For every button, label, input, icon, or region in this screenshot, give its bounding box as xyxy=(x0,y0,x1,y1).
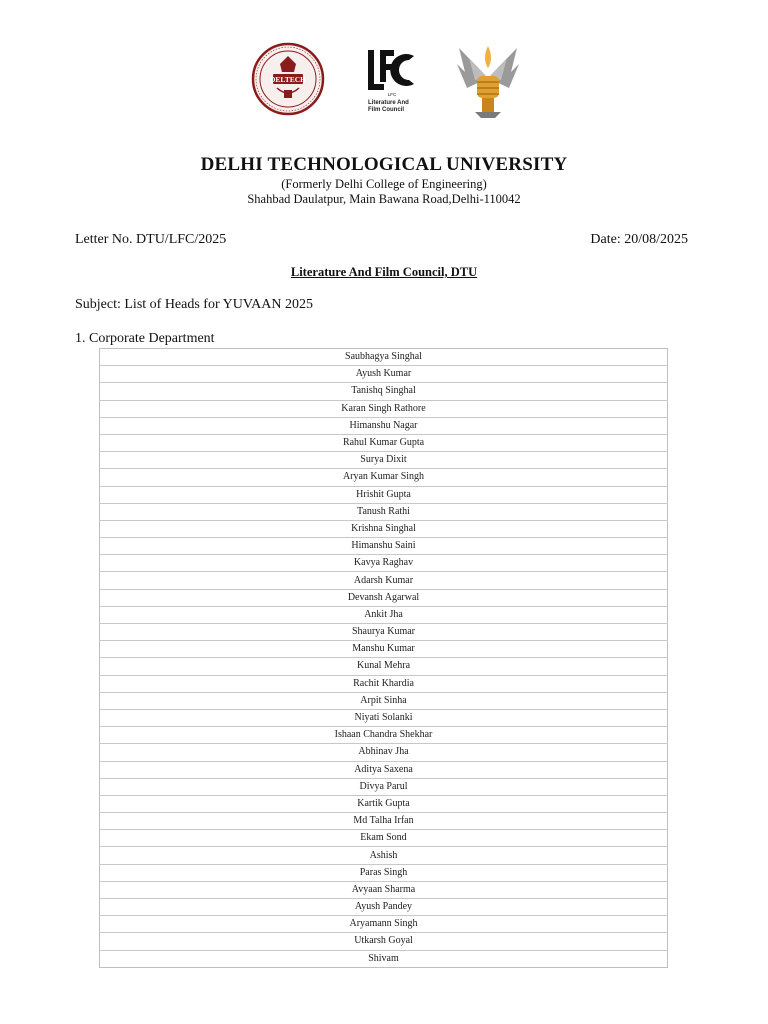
table-row xyxy=(100,778,668,795)
head-name-cell: Ayush Kumar xyxy=(100,366,668,383)
table-row xyxy=(100,709,668,726)
raised-fist-wings-icon xyxy=(455,42,521,118)
table-row xyxy=(100,933,668,950)
head-name-cell: Tanishq Singhal xyxy=(100,383,668,400)
head-name-cell: Abhinav Jha xyxy=(100,744,668,761)
head-name-cell: Niyati Solanki xyxy=(100,709,668,726)
table-row xyxy=(100,813,668,830)
table-row xyxy=(100,589,668,606)
logo-strip xyxy=(0,42,768,120)
head-name-cell: Ashish xyxy=(100,847,668,864)
head-name-cell: Devansh Agarwal xyxy=(100,589,668,606)
head-name-cell: Hrishit Gupta xyxy=(100,486,668,503)
head-name-cell: Saubhagya Singhal xyxy=(345,351,422,363)
head-name-cell: Karan Singh Rathore xyxy=(100,400,668,417)
lfc-year-text: LFC xyxy=(387,92,397,97)
table-row xyxy=(100,366,668,383)
head-name-cell: Rahul Kumar Gupta xyxy=(100,434,668,451)
table-row xyxy=(100,469,668,486)
table-row xyxy=(100,727,668,744)
council-title: Literature And Film Council, DTU xyxy=(290,265,478,279)
table-row xyxy=(100,434,668,451)
table-row xyxy=(100,899,668,916)
letter-date: Date: 20/08/2025 xyxy=(590,232,688,247)
lfc-caption-line1: Literature And xyxy=(368,100,409,106)
table-row xyxy=(100,881,668,898)
head-name-cell: Ankit Jha xyxy=(100,606,668,623)
table-row xyxy=(100,572,668,589)
table-row xyxy=(100,675,668,692)
table-row xyxy=(100,606,668,623)
table-row xyxy=(100,349,668,366)
table-row xyxy=(100,555,668,572)
lfc-caption xyxy=(368,100,420,113)
head-name-cell: Rachit Khardia xyxy=(100,675,668,692)
head-name-cell: Tanush Rathi xyxy=(100,503,668,520)
table-row xyxy=(100,624,668,641)
table-row xyxy=(100,452,668,469)
head-name-cell: Kavya Raghav xyxy=(100,555,668,572)
table-row xyxy=(100,692,668,709)
head-name-cell: Ayush Pandey xyxy=(100,899,668,916)
table-row xyxy=(100,830,668,847)
dtu-seal-icon xyxy=(251,42,325,116)
table-row xyxy=(100,864,668,881)
table-row xyxy=(100,847,668,864)
head-name-cell: Aryan Kumar Singh xyxy=(100,469,668,486)
department-heading: 1. Corporate Department xyxy=(75,331,215,346)
subject-line: Subject: List of Heads for YUVAAN 2025 xyxy=(75,297,313,312)
table-row xyxy=(100,744,668,761)
head-name-cell: Avyaan Sharma xyxy=(100,881,668,898)
table-row xyxy=(100,950,668,967)
table-row xyxy=(100,383,668,400)
table-row xyxy=(100,417,668,434)
table-row xyxy=(100,795,668,812)
table-row xyxy=(100,761,668,778)
head-name-cell: Manshu Kumar xyxy=(100,641,668,658)
table-row xyxy=(100,916,668,933)
head-name-cell: Aditya Saxena xyxy=(100,761,668,778)
letter-number: Letter No. DTU/LFC/2025 xyxy=(75,232,227,247)
dtu-seal-text: DELTECH xyxy=(270,75,306,84)
table-row xyxy=(100,400,668,417)
table-row xyxy=(100,641,668,658)
table-row xyxy=(100,520,668,537)
head-name-cell: Himanshu Saini xyxy=(100,538,668,555)
table-row xyxy=(100,503,668,520)
address-line: Shahbad Daulatpur, Main Bawana Road,Delhi-110042 xyxy=(247,192,521,206)
head-name-cell: Kunal Mehra xyxy=(100,658,668,675)
head-name-cell: Ishaan Chandra Shekhar xyxy=(100,727,668,744)
formerly-line: (Formerly Delhi College of Engineering) xyxy=(281,177,487,191)
head-name-cell: Ekam Sond xyxy=(100,830,668,847)
university-name: DELHI TECHNOLOGICAL UNIVERSITY xyxy=(200,154,568,175)
table-row xyxy=(100,658,668,675)
lfc-logo-icon xyxy=(364,42,420,118)
head-name-cell: Paras Singh xyxy=(100,864,668,881)
head-name-cell: Aryamann Singh xyxy=(100,916,668,933)
head-name-cell: Utkarsh Goyal xyxy=(100,933,668,950)
head-name-cell: Surya Dixit xyxy=(100,452,668,469)
head-name-cell: Himanshu Nagar xyxy=(100,417,668,434)
head-name-cell: Md Talha Irfan xyxy=(100,813,668,830)
heads-table xyxy=(99,348,668,968)
head-name-cell: Krishna Singhal xyxy=(100,520,668,537)
head-name-cell: Adarsh Kumar xyxy=(100,572,668,589)
head-name-cell: Arpit Sinha xyxy=(100,692,668,709)
head-name-cell: Divya Parul xyxy=(100,778,668,795)
head-name-cell: Shaurya Kumar xyxy=(100,624,668,641)
table-row xyxy=(100,538,668,555)
head-name-cell: Shivam xyxy=(100,950,668,967)
head-name-cell: Kartik Gupta xyxy=(100,795,668,812)
lfc-caption-line2: Film Council xyxy=(368,106,404,113)
table-row xyxy=(100,486,668,503)
